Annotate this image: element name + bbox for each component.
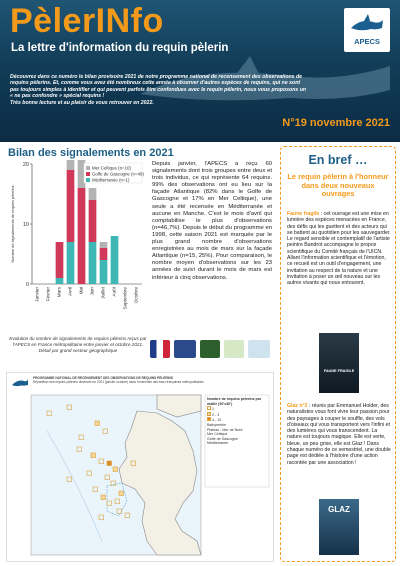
x-tick-label: Mai bbox=[78, 287, 84, 295]
y-tick-label: 0 bbox=[25, 282, 29, 288]
y-tick-label: 20 bbox=[22, 162, 29, 168]
chart-svg bbox=[8, 160, 148, 335]
legend-swatch bbox=[86, 166, 90, 170]
bar-segment bbox=[67, 160, 75, 170]
x-tick-label: Février bbox=[45, 287, 51, 302]
map-header bbox=[33, 376, 269, 384]
bar-segment bbox=[111, 236, 119, 284]
chart-caption: Evolution du nombre de signalements de requins pèlerins reçus par l'APECS en France métropolitaine entre janvier et octobre 2021. Détail par grand secteur géographique bbox=[9, 336, 147, 353]
map-legend bbox=[207, 397, 269, 446]
map-sighting-cell bbox=[101, 495, 106, 500]
book1-text: : cet ouvrage est une mise en lumière des espèces menacées en France, des défis qui les guettent et des acteurs qui se battent au quotidien pour les sauvegarder. Le regard sensible et contemplatif de l'artiste peintre Bandrot accompagne le propos scientifique du Comité français de l'UICN. Allant l'information scientifique et l'émotion, ce recueil est un outil d'engagement, une invitation au respect de la nature et une invitation à poser un œil nouveau sur les autres vivants qui nous entourent. bbox=[287, 211, 391, 287]
bar-segment bbox=[89, 200, 97, 242]
section-title: Bilan des signalements en 2021 bbox=[8, 147, 174, 159]
partner-logo-2 bbox=[174, 340, 196, 358]
x-tick-label: Janvier bbox=[34, 287, 40, 302]
map-legend-extra-4: Golfe de Gascogne bbox=[207, 436, 238, 441]
partner-logo-3 bbox=[200, 340, 220, 358]
map-sighting-cell bbox=[91, 453, 96, 458]
x-tick-label: Juillet bbox=[100, 287, 106, 299]
map-sighting-cell bbox=[95, 421, 100, 426]
book1-cover-title: FAUNE FRAGILE bbox=[323, 369, 355, 373]
sightings-chart bbox=[8, 160, 148, 335]
bar-segment bbox=[100, 260, 108, 284]
newsletter-subtitle: La lettre d'information du requin pèlerin bbox=[11, 42, 229, 54]
partner-logo-5 bbox=[248, 340, 270, 358]
bar-segment bbox=[89, 188, 97, 200]
map-sighting-cell bbox=[113, 467, 118, 472]
x-tick-label: Octobre bbox=[133, 287, 139, 304]
bar-segment bbox=[89, 242, 97, 284]
x-tick-label: Mars bbox=[56, 287, 62, 298]
map-legend-label: 1 bbox=[212, 407, 214, 412]
partner-logos bbox=[150, 340, 272, 360]
republique-logo bbox=[150, 340, 170, 358]
book2-title-highlight: Glaz n°2 bbox=[287, 403, 308, 409]
y-axis-label: Nombre de signalements de requins pèlerins bbox=[10, 185, 15, 263]
x-tick-label: Avril bbox=[67, 287, 73, 296]
map-legend-extra-3: Mer Celtique bbox=[207, 432, 228, 437]
y-tick-label: 10 bbox=[22, 222, 29, 228]
header-banner bbox=[0, 0, 400, 142]
newsletter-title: PèlerINfo bbox=[10, 2, 164, 40]
map-legend-label: 4 - 10 bbox=[212, 418, 222, 423]
en-bref-sidebar bbox=[280, 146, 396, 562]
map-legend-extra-5: Méditerranée bbox=[207, 441, 229, 446]
map-sighting-cell bbox=[119, 491, 124, 496]
legend-label: Mer Celtique (n=10) bbox=[92, 165, 131, 171]
map-apecs-icon bbox=[11, 376, 29, 390]
sidebar-title: En bref … bbox=[308, 153, 368, 167]
bar-segment bbox=[56, 278, 64, 284]
legend-label: Méditerranée (n=1) bbox=[92, 177, 130, 183]
sightings-map bbox=[6, 372, 274, 562]
legend-swatch bbox=[86, 172, 90, 176]
x-tick-label: Septembre bbox=[122, 287, 128, 310]
issue-number: N°19 novembre 2021 bbox=[282, 117, 390, 129]
apecs-logo-text: APECS bbox=[354, 37, 380, 46]
book2-description bbox=[287, 403, 391, 466]
book2-cover bbox=[319, 499, 359, 555]
legend-swatch bbox=[86, 178, 90, 182]
bar-segment bbox=[67, 170, 75, 242]
apecs-shark-icon bbox=[349, 14, 385, 36]
bar-segment bbox=[56, 242, 64, 278]
book2-cover-title: GLAZ bbox=[328, 505, 350, 514]
map-subtitle: Répartition des requins pèlerins observés en 2021 (janvier-octobre) dans l'ensemble des eaux françaises métropolitaines bbox=[33, 380, 204, 384]
bar-segment bbox=[78, 188, 86, 284]
map-title: PROGRAMME NATIONAL DE RECENSEMENT DES OBSERVATIONS DE REQUINS PÈLERINS bbox=[33, 376, 173, 380]
map-legend-extra-2: Plateau - Mer de Nord bbox=[207, 427, 243, 432]
map-legend-extra-1: Bathymétrie bbox=[207, 422, 227, 427]
book1-description bbox=[287, 211, 391, 287]
legend-label: Golfe de Gascogne (n=49) bbox=[92, 171, 144, 177]
map-legend-title: Nombre de requins pèlerins par maille (30'x30') bbox=[207, 397, 262, 406]
bar-segment bbox=[67, 242, 75, 284]
bar-segment bbox=[100, 248, 108, 260]
body-paragraph: Depuis janvier, l'APECS a reçu 60 signalements dont trois groupes entre deux et trois individus, ce qui représente 64 requins. 99% des observations ont eu lieu sur la façade Atlantique (82% dans le Golfe de Gascogne et 17% en Mer Celtique), une seule a été recensée en Méditerranée et aucune en Manche. C'est le mois d'avril qui comptabilise le plus d'observations (n=46,7%). Depuis le début du programme en 1998, cette saison 2021 est marquée par le plus grand nombre d'observations enregistrées au mois de mars sur la façade Atlantique (n=15, 25%). Pour comparaison, le nombre moyen d'observations sur les 23 années de suivi durant le mois de mars est inférieur à cinq observations. bbox=[152, 161, 272, 281]
partner-logo-4 bbox=[224, 340, 244, 358]
intro-text bbox=[10, 74, 310, 106]
sidebar-subtitle: Le requin pèlerin à l'honneur dans deux nouveaux ouvrages bbox=[287, 172, 389, 199]
intro-closing: Très bonne lecture et au plaisir de vous retrouver en 2022. bbox=[10, 99, 154, 106]
x-tick-label: Août bbox=[111, 287, 117, 297]
book1-title-highlight: Faune fragile bbox=[287, 211, 320, 217]
map-sighting-cell bbox=[107, 461, 112, 466]
intro-paragraph: Découvrez dans ce numéro le bilan provisoire 2021 de notre programme national de recensement des observations de requins pèlerins. Et, comme vous avez été nombreux cette année à observer d'autres espèces de requins, qui ne sont pas toujours simples à identifier et qui peuvent parfois être confondues avec le requin pèlerin, nous vous proposons un « ne pas confondre » spécial requins ! bbox=[10, 74, 307, 100]
book1-cover bbox=[319, 333, 359, 393]
map-legend-label: 2 - 3 bbox=[212, 412, 220, 417]
book2-text: : réunis par Emmanuel Holder, des naturalistes vous font vivre leur passion pour des paysages à couper le souffle, des vols d'oiseaux qui vous transportent vers l'infini et des lumières qui vous transcendent. La nature est toujours magique. Elle est verte, bleue, un peu grise, elle est Glaz ! Dans chaque numéro de ce semestriel, une double page est dédiée à l'histoire d'une action racontée par une association ! bbox=[287, 403, 391, 466]
apecs-logo bbox=[344, 8, 390, 52]
bar-segment bbox=[100, 242, 108, 248]
x-tick-label: Juin bbox=[89, 287, 95, 296]
